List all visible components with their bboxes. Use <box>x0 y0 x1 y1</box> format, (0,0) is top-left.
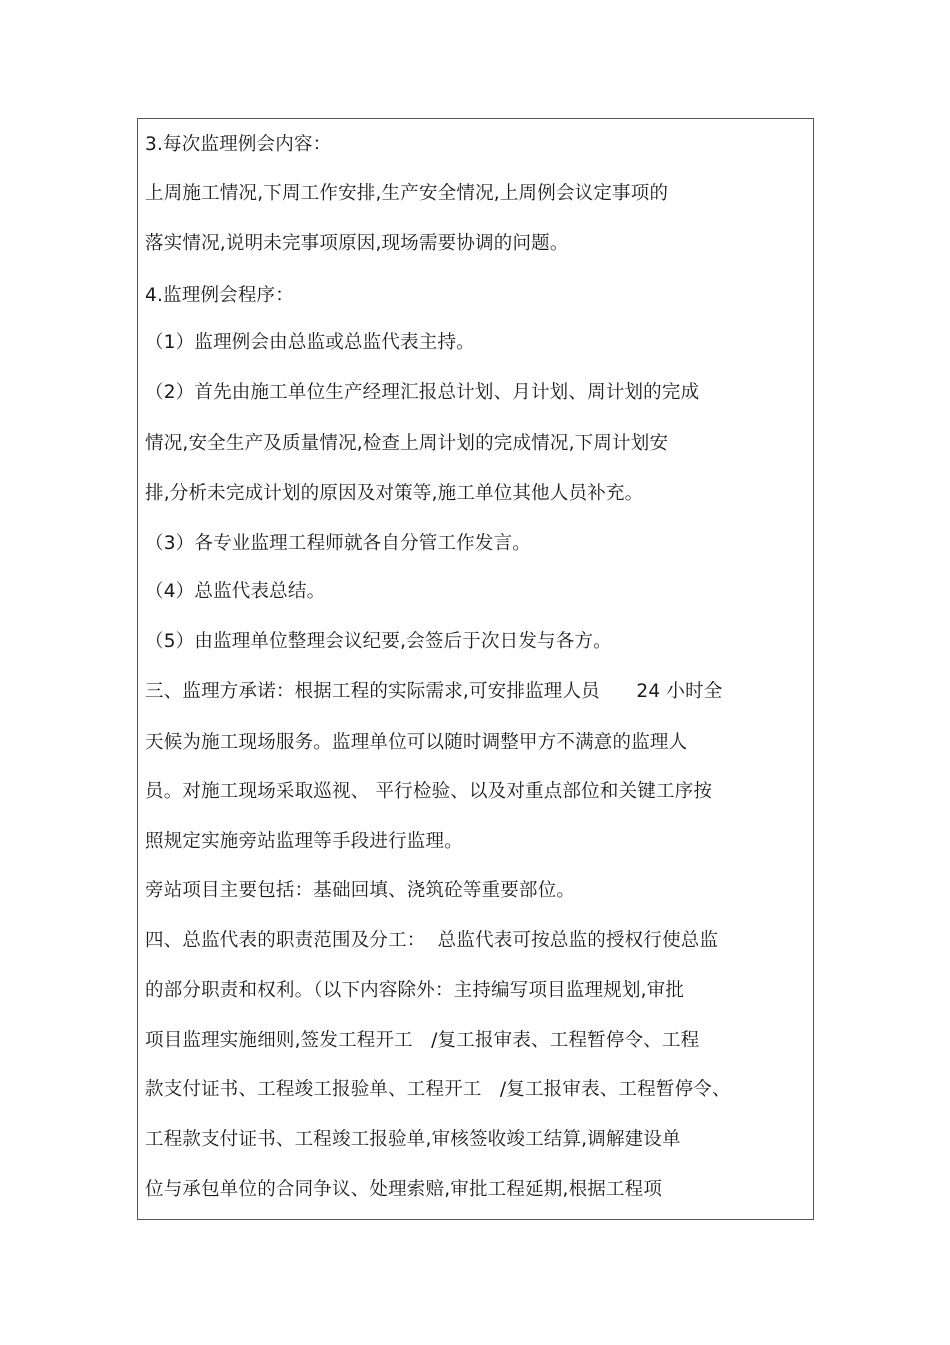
text-line: 三、监理方承诺：根据工程的实际需求,可安排监理人员 24 小时全 <box>145 681 723 702</box>
text-line: 4.监理例会程序： <box>145 285 294 306</box>
text-line: （4）总监代表总结。 <box>145 581 326 602</box>
text-line: 落实情况,说明未完事项原因,现场需要协调的问题。 <box>145 233 569 254</box>
text-line: 位与承包单位的合同争议、处理索赔,审批工程延期,根据工程项 <box>145 1179 663 1200</box>
text-line: 的部分职责和权利。（以下内容除外：主持编写项目监理规划,审批 <box>145 980 685 1001</box>
text-line: 照规定实施旁站监理等手段进行监理。 <box>145 831 463 852</box>
text-line: 员。对施工现场采取巡视、 平行检验、以及对重点部位和关键工序按 <box>145 781 713 802</box>
text-line: （3）各专业监理工程师就各自分管工作发言。 <box>145 533 531 554</box>
text-line: 天候为施工现场服务。监理单位可以随时调整甲方不满意的监理人 <box>145 732 688 753</box>
text-line: （2）首先由施工单位生产经理汇报总计划、月计划、周计划的完成 <box>145 382 700 403</box>
text-line: 项目监理实施细则,签发工程开工 /复工报审表、工程暂停令、工程 <box>145 1030 700 1051</box>
text-line: （5）由监理单位整理会议纪要,会签后于次日发与各方。 <box>145 631 612 652</box>
text-line: 款支付证书、工程竣工报验单、工程开工 /复工报审表、工程暂停令、 <box>145 1079 731 1100</box>
text-line: 排,分析未完成计划的原因及对策等,施工单位其他人员补充。 <box>145 483 644 504</box>
text-line: 3.每次监理例会内容： <box>145 134 332 155</box>
text-line: （1）监理例会由总监或总监代表主持。 <box>145 332 475 353</box>
text-line: 旁站项目主要包括：基础回填、浇筑砼等重要部位。 <box>145 880 576 901</box>
text-line: 工程款支付证书、工程竣工报验单,审核签收竣工结算,调解建设单 <box>145 1129 681 1150</box>
text-line: 四、总监代表的职责范围及分工： 总监代表可按总监的授权行使总监 <box>145 930 719 951</box>
text-line: 上周施工情况,下周工作安排,生产安全情况,上周例会议定事项的 <box>145 183 669 204</box>
text-line: 情况,安全生产及质量情况,检查上周计划的完成情况,下周计划安 <box>145 433 669 454</box>
